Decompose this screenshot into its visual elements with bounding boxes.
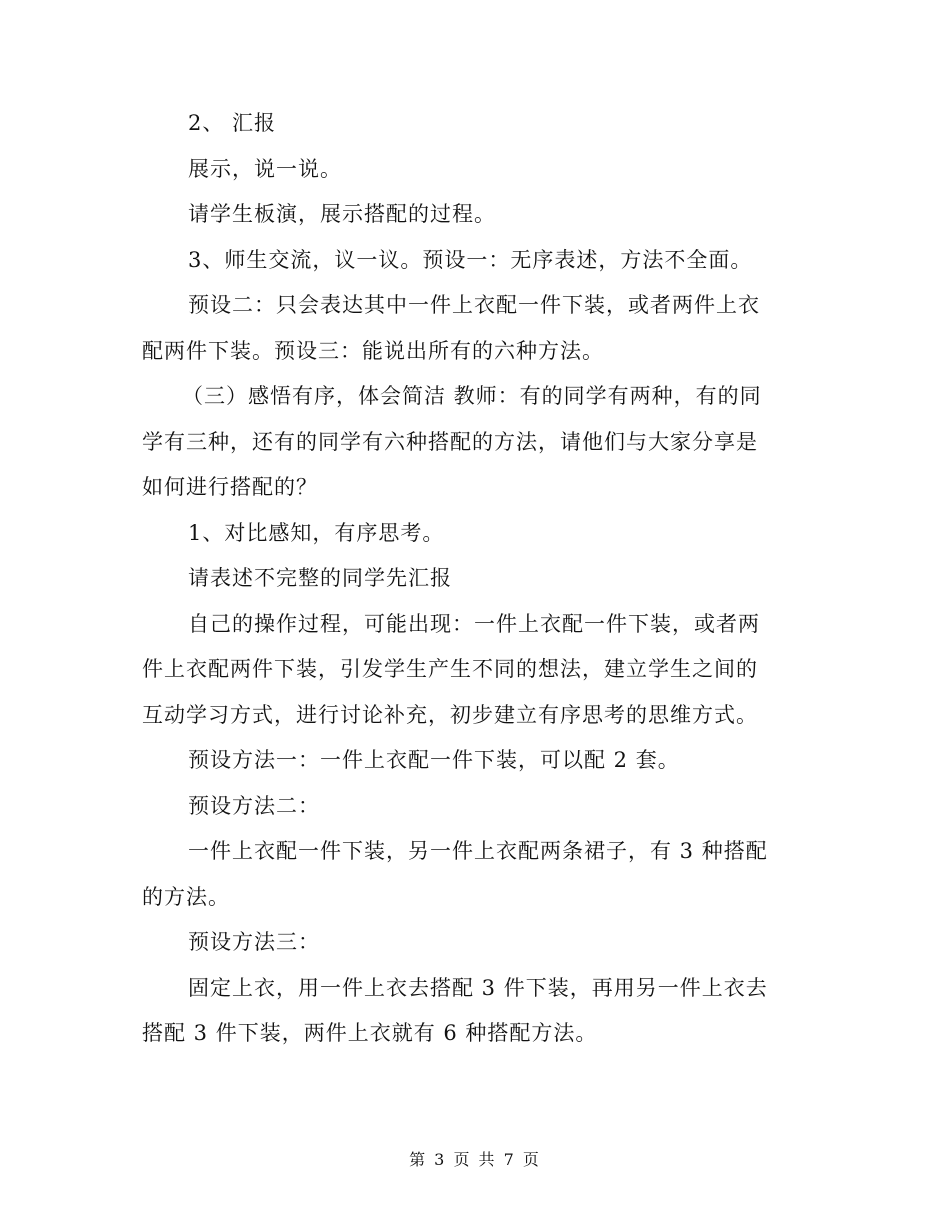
- paragraph-line: 预设方法二：: [188, 793, 320, 818]
- paragraph-line: 一件上衣配一件下装，另一件上衣配两条裙子，有 3 种搭配: [188, 839, 768, 863]
- paragraph-line: 配两件下装。预设三：能说出所有的六种方法。: [142, 338, 604, 363]
- paragraph-line: 请表述不完整的同学先汇报: [188, 566, 452, 590]
- paragraph-line: 请学生板演，展示搭配的过程。: [188, 202, 496, 226]
- paragraph-line: 搭配 3 件下装，两件上衣就有 6 种搭配方法。: [142, 1021, 598, 1045]
- page-number-footer: 第 3 页 共 7 页: [409, 1150, 541, 1169]
- paragraph-line: 预设方法三：: [188, 930, 320, 954]
- paragraph-line: 互动学习方式，进行讨论补充，初步建立有序思考的思维方式。: [142, 702, 758, 727]
- paragraph-line: 学有三种，还有的同学有六种搭配的方法，请他们与大家分享是: [142, 429, 758, 454]
- paragraph-line: 的方法。: [142, 884, 230, 909]
- paragraph-line: 展示，说一说。: [188, 156, 342, 181]
- section-heading-compare: 1、对比感知，有序思考。: [188, 520, 445, 545]
- paragraph-line: 预设二：只会表达其中一件上衣配一件下装，或者两件上衣: [188, 293, 760, 317]
- paragraph-line: 件上衣配两件下装，引发学生产生不同的想法，建立学生之间的: [142, 657, 758, 681]
- paragraph-line: 固定上衣，用一件上衣去搭配 3 件下装，再用另一件上衣去: [188, 975, 768, 1000]
- section-heading-report: 2、 汇报: [188, 111, 277, 135]
- paragraph-line: 自己的操作过程，可能出现：一件上衣配一件下装，或者两: [188, 611, 760, 636]
- paragraph-line: 如何进行搭配的？: [142, 475, 318, 499]
- document-body: [142, 101, 807, 1057]
- paragraph-line: 预设方法一：一件上衣配一件下装，可以配 2 套。: [188, 748, 680, 772]
- section-heading-discussion: 3、师生交流，议一议。预设一：无序表述，方法不全面。: [188, 247, 753, 272]
- section-heading-order: （三）感悟有序，体会简洁 教师：有的同学有两种，有的同: [182, 384, 762, 408]
